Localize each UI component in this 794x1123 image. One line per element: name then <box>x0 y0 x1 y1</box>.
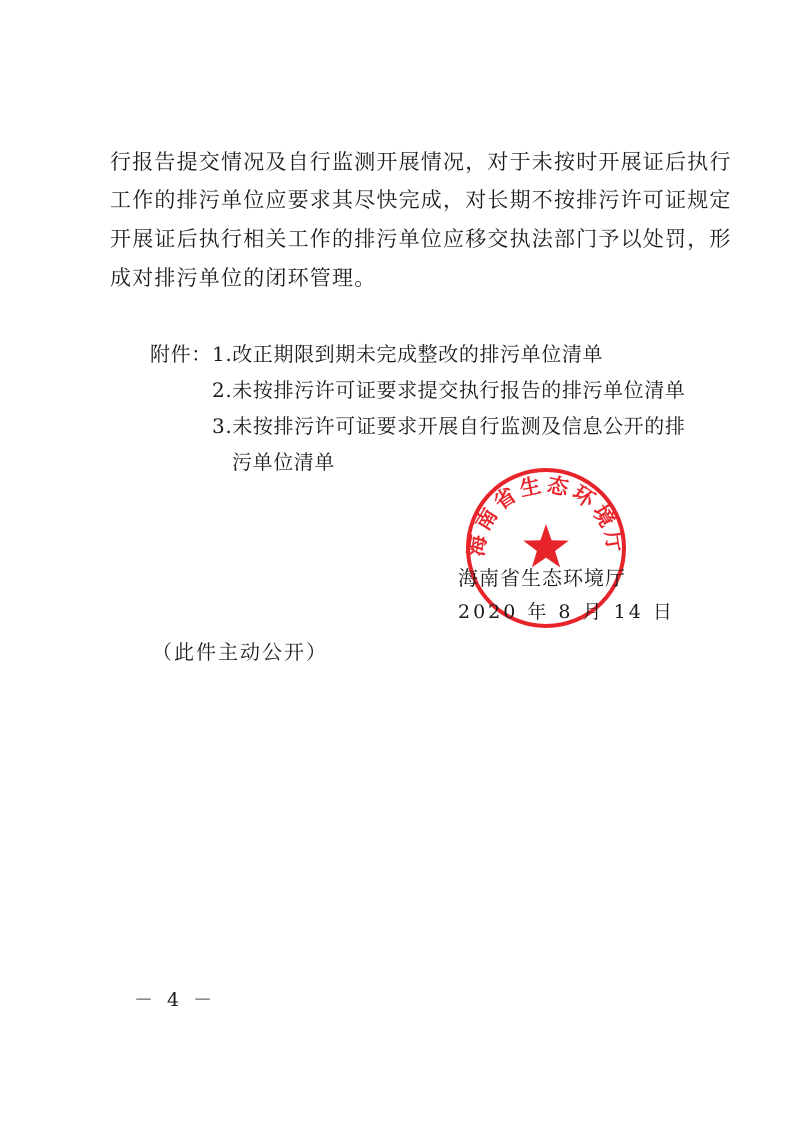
attachment-item-3-continuation: 污单位清单 <box>232 450 335 474</box>
attachments-label: 附件： <box>150 342 212 366</box>
seal-star-icon <box>523 524 569 567</box>
attachment-item-1: 1.改正期限到期未完成整改的排污单位清单 <box>212 342 604 366</box>
page-number: － 4 － <box>134 989 217 1011</box>
seal-text: 海南省生态环境厅 <box>464 472 628 558</box>
body-line-3: 开展证后执行相关工作的排污单位应移交执法部门予以处罚，形 <box>110 227 732 251</box>
disclosure-note: （此件主动公开） <box>152 640 328 664</box>
body-line-4: 成对排污单位的闭环管理。 <box>110 266 377 290</box>
signing-organization: 海南省生态环境厅 <box>458 566 626 590</box>
signing-date: 2020 年 8 月 14 日 <box>458 601 675 623</box>
attachment-item-2: 2.未按排污许可证要求提交执行报告的排污单位清单 <box>212 378 686 402</box>
attachment-item-3: 3.未按排污许可证要求开展自行监测及信息公开的排 <box>212 414 686 438</box>
body-line-1: 行报告提交情况及自行监测开展情况，对于未按时开展证后执行 <box>110 150 732 174</box>
body-line-2: 工作的排污单位应要求其尽快完成，对长期不按排污许可证规定 <box>110 188 732 212</box>
